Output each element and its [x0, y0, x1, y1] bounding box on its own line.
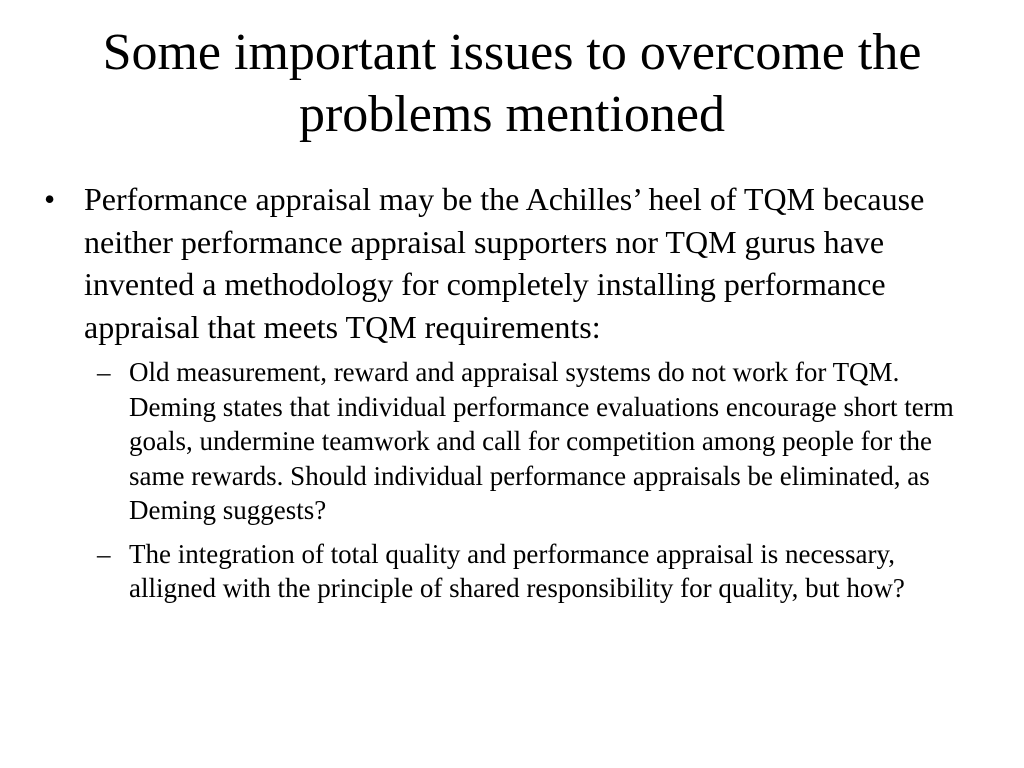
sub-bullet-list	[84, 355, 974, 606]
bullet-list	[0, 178, 1024, 615]
dash-icon: –	[97, 538, 111, 569]
slide-title: Some important issues to overcome the problems mentioned	[102, 24, 922, 143]
sub-bullet-item	[84, 355, 975, 528]
bullet-item	[0, 178, 974, 606]
bullet-text: Performance appraisal may be the Achilles’ heel of TQM because neither performance appraisal supporters nor TQM gurus have invented a methodology for completely installing performance appraisal that meets TQM requirements:	[84, 181, 925, 345]
sub-bullet-text: The integration of total quality and performance appraisal is necessary, alligned with the principle of shared responsibility for quality, but how?	[129, 538, 905, 603]
bullet-dot-icon: •	[44, 181, 56, 217]
sub-bullet-item	[84, 537, 975, 606]
dash-icon: –	[97, 357, 111, 387]
sub-bullet-text: Old measurement, reward and appraisal systems do not work for TQM. Deming states that individual performance evaluations encourage short term goals, undermine teamwork and call for competition among people for the same rewards. Should individual performance appraisals be eliminated, as Deming suggests?	[129, 357, 954, 525]
